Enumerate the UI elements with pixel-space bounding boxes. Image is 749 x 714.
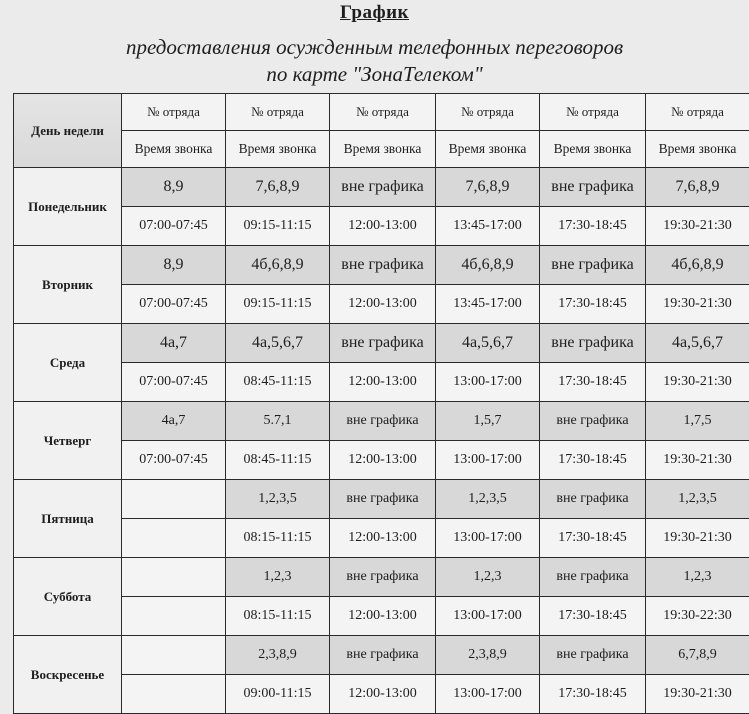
header-time-col-3: Время звонка xyxy=(330,131,436,168)
day-row-times xyxy=(14,675,749,714)
unit-numbers-cell: 5.7,1 xyxy=(226,402,330,441)
day-row-units xyxy=(14,324,749,363)
unit-numbers-cell: 7,6,8,9 xyxy=(436,168,540,207)
unit-numbers-cell: 1,5,7 xyxy=(436,402,540,441)
call-time-cell: 17:30-18:45 xyxy=(540,285,646,324)
call-time-cell: 12:00-13:00 xyxy=(330,441,436,480)
header-time-col-4: Время звонка xyxy=(436,131,540,168)
day-row-times xyxy=(14,597,749,636)
call-time-cell: 19:30-21:30 xyxy=(646,285,749,324)
call-time-cell: 12:00-13:00 xyxy=(330,519,436,558)
call-time-cell: 17:30-18:45 xyxy=(540,675,646,714)
call-time-cell: 13:00-17:00 xyxy=(436,675,540,714)
call-time-cell: 19:30-21:30 xyxy=(646,207,749,246)
call-time-cell: 09:15-11:15 xyxy=(226,207,330,246)
unit-numbers-cell: 4а,5,6,7 xyxy=(436,324,540,363)
call-time-cell: 13:00-17:00 xyxy=(436,441,540,480)
day-row-units xyxy=(14,402,749,441)
unit-numbers-cell: 8,9 xyxy=(122,168,226,207)
unit-numbers-cell: 4а,5,6,7 xyxy=(646,324,749,363)
call-time-cell: 13:00-17:00 xyxy=(436,363,540,402)
call-time-cell: 17:30-18:45 xyxy=(540,597,646,636)
call-time-cell: 13:00-17:00 xyxy=(436,519,540,558)
header-time-col-6: Время звонка xyxy=(646,131,749,168)
unit-numbers-cell: 1,2,3 xyxy=(646,558,749,597)
unit-numbers-cell: 6,7,8,9 xyxy=(646,636,749,675)
unit-numbers-cell: 1,2,3,5 xyxy=(646,480,749,519)
call-time-cell: 09:00-11:15 xyxy=(226,675,330,714)
call-time-cell: 17:30-18:45 xyxy=(540,441,646,480)
call-time-cell: 17:30-18:45 xyxy=(540,207,646,246)
call-time-cell: 08:15-11:15 xyxy=(226,597,330,636)
day-row-times xyxy=(14,207,749,246)
empty-cell xyxy=(122,558,226,597)
call-time-cell: 19:30-21:30 xyxy=(646,675,749,714)
unit-numbers-cell: 4б,6,8,9 xyxy=(226,246,330,285)
empty-cell xyxy=(122,636,226,675)
unit-numbers-cell: 1,2,3 xyxy=(436,558,540,597)
unit-numbers-cell: вне графика xyxy=(330,324,436,363)
unit-numbers-cell: 4б,6,8,9 xyxy=(646,246,749,285)
header-unit-col-5: № отряда xyxy=(540,94,646,131)
call-time-cell: 13:45-17:00 xyxy=(436,207,540,246)
unit-numbers-cell: 4а,7 xyxy=(122,402,226,441)
day-name: Среда xyxy=(14,324,122,402)
call-time-cell: 19:30-21:30 xyxy=(646,519,749,558)
header-unit-col-4: № отряда xyxy=(436,94,540,131)
call-time-cell: 19:30-21:30 xyxy=(646,441,749,480)
call-time-cell: 17:30-18:45 xyxy=(540,519,646,558)
unit-numbers-cell: 7,6,8,9 xyxy=(226,168,330,207)
day-row-times xyxy=(14,519,749,558)
schedule-table xyxy=(13,93,749,714)
day-row-units xyxy=(14,636,749,675)
call-time-cell: 12:00-13:00 xyxy=(330,285,436,324)
call-time-cell: 19:30-21:30 xyxy=(646,363,749,402)
call-time-cell: 07:00-07:45 xyxy=(122,207,226,246)
unit-numbers-cell: 8,9 xyxy=(122,246,226,285)
unit-numbers-cell: вне графика xyxy=(330,558,436,597)
day-row-times xyxy=(14,363,749,402)
header-row-units xyxy=(14,94,749,131)
call-time-cell: 07:00-07:45 xyxy=(122,363,226,402)
day-row-units xyxy=(14,246,749,285)
unit-numbers-cell: 2,3,8,9 xyxy=(226,636,330,675)
call-time-cell: 09:15-11:15 xyxy=(226,285,330,324)
day-row-times xyxy=(14,441,749,480)
unit-numbers-cell: вне графика xyxy=(540,246,646,285)
header-unit-col-1: № отряда xyxy=(122,94,226,131)
unit-numbers-cell: 2,3,8,9 xyxy=(436,636,540,675)
call-time-cell: 12:00-13:00 xyxy=(330,363,436,402)
unit-numbers-cell: 1,2,3,5 xyxy=(436,480,540,519)
unit-numbers-cell: вне графика xyxy=(540,168,646,207)
empty-cell xyxy=(122,675,226,714)
header-unit-col-2: № отряда xyxy=(226,94,330,131)
unit-numbers-cell: вне графика xyxy=(330,168,436,207)
document-subtitle xyxy=(0,34,749,88)
unit-numbers-cell: вне графика xyxy=(540,480,646,519)
call-time-cell: 08:45-11:15 xyxy=(226,441,330,480)
call-time-cell: 07:00-07:45 xyxy=(122,441,226,480)
schedule-body xyxy=(14,94,749,714)
unit-numbers-cell: вне графика xyxy=(330,246,436,285)
unit-numbers-cell: 4а,7 xyxy=(122,324,226,363)
call-time-cell: 19:30-22:30 xyxy=(646,597,749,636)
day-row-times xyxy=(14,285,749,324)
call-time-cell: 12:00-13:00 xyxy=(330,597,436,636)
document-title: График xyxy=(0,2,749,24)
empty-cell xyxy=(122,597,226,636)
unit-numbers-cell: 1,7,5 xyxy=(646,402,749,441)
day-name: Понедельник xyxy=(14,168,122,246)
unit-numbers-cell: 7,6,8,9 xyxy=(646,168,749,207)
day-row-units xyxy=(14,168,749,207)
unit-numbers-cell: вне графика xyxy=(330,402,436,441)
unit-numbers-cell: вне графика xyxy=(540,636,646,675)
unit-numbers-cell: 4б,6,8,9 xyxy=(436,246,540,285)
day-name: Воскресенье xyxy=(14,636,122,714)
unit-numbers-cell: 1,2,3 xyxy=(226,558,330,597)
call-time-cell: 12:00-13:00 xyxy=(330,207,436,246)
call-time-cell: 13:45-17:00 xyxy=(436,285,540,324)
day-row-units xyxy=(14,558,749,597)
call-time-cell: 07:00-07:45 xyxy=(122,285,226,324)
header-time-col-2: Время звонка xyxy=(226,131,330,168)
header-unit-col-6: № отряда xyxy=(646,94,749,131)
unit-numbers-cell: вне графика xyxy=(540,402,646,441)
header-row-times xyxy=(14,131,749,168)
unit-numbers-cell: вне графика xyxy=(540,324,646,363)
day-name: Вторник xyxy=(14,246,122,324)
header-day-of-week: День недели xyxy=(14,94,122,168)
header-unit-col-3: № отряда xyxy=(330,94,436,131)
header-time-col-1: Время звонка xyxy=(122,131,226,168)
subtitle-line-2: по карте "ЗонаТелеком" xyxy=(0,61,749,88)
empty-cell xyxy=(122,480,226,519)
call-time-cell: 08:45-11:15 xyxy=(226,363,330,402)
day-name: Четверг xyxy=(14,402,122,480)
unit-numbers-cell: вне графика xyxy=(330,480,436,519)
unit-numbers-cell: вне графика xyxy=(330,636,436,675)
call-time-cell: 17:30-18:45 xyxy=(540,363,646,402)
header-time-col-5: Время звонка xyxy=(540,131,646,168)
day-name: Суббота xyxy=(14,558,122,636)
unit-numbers-cell: вне графика xyxy=(540,558,646,597)
unit-numbers-cell: 4а,5,6,7 xyxy=(226,324,330,363)
subtitle-line-1: предоставления осужденным телефонных переговоров xyxy=(0,34,749,61)
call-time-cell: 08:15-11:15 xyxy=(226,519,330,558)
call-time-cell: 12:00-13:00 xyxy=(330,675,436,714)
call-time-cell: 13:00-17:00 xyxy=(436,597,540,636)
day-name: Пятница xyxy=(14,480,122,558)
unit-numbers-cell: 1,2,3,5 xyxy=(226,480,330,519)
day-row-units xyxy=(14,480,749,519)
empty-cell xyxy=(122,519,226,558)
